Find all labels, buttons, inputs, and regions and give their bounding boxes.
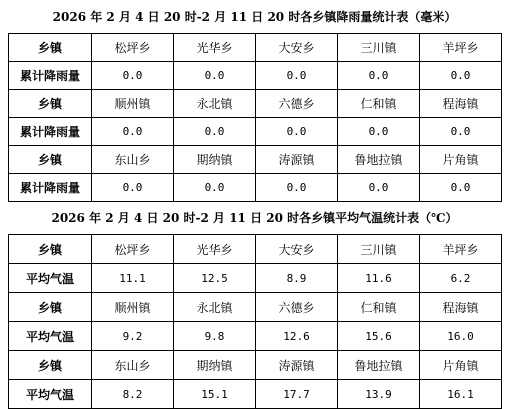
rainfall-value-cell: 0.0 bbox=[174, 118, 256, 146]
town-name-cell: 三川镇 bbox=[338, 235, 420, 264]
rainfall-table bbox=[8, 33, 502, 202]
rainfall-value-cell: 0.0 bbox=[338, 174, 420, 202]
row-header-value: 平均气温 bbox=[9, 380, 92, 409]
temperature-value-cell: 8.2 bbox=[92, 380, 174, 409]
town-name-cell: 永北镇 bbox=[174, 90, 256, 118]
rainfall-value-row bbox=[9, 62, 502, 90]
rainfall-value-cell: 0.0 bbox=[92, 118, 174, 146]
temperature-value-cell: 17.7 bbox=[256, 380, 338, 409]
temperature-value-cell: 15.1 bbox=[174, 380, 256, 409]
town-name-cell: 六德乡 bbox=[256, 293, 338, 322]
rainfall-value-cell: 0.0 bbox=[338, 62, 420, 90]
town-name-cell: 顺州镇 bbox=[92, 90, 174, 118]
row-header-town: 乡镇 bbox=[9, 34, 92, 62]
temperature-value-cell: 11.6 bbox=[338, 264, 420, 293]
temperature-value-cell: 8.9 bbox=[256, 264, 338, 293]
temperature-town-row bbox=[9, 235, 502, 264]
town-name-cell: 期纳镇 bbox=[174, 351, 256, 380]
rainfall-value-row bbox=[9, 174, 502, 202]
town-name-cell: 期纳镇 bbox=[174, 146, 256, 174]
row-header-town: 乡镇 bbox=[9, 235, 92, 264]
town-name-cell: 羊坪乡 bbox=[420, 34, 502, 62]
rainfall-value-cell: 0.0 bbox=[256, 62, 338, 90]
rainfall-value-cell: 0.0 bbox=[420, 174, 502, 202]
town-name-cell: 涛源镇 bbox=[256, 351, 338, 380]
town-name-cell: 羊坪乡 bbox=[420, 235, 502, 264]
town-name-cell: 东山乡 bbox=[92, 146, 174, 174]
rainfall-value-row bbox=[9, 118, 502, 146]
rainfall-value-cell: 0.0 bbox=[256, 174, 338, 202]
rainfall-value-cell: 0.0 bbox=[420, 118, 502, 146]
town-name-cell: 片角镇 bbox=[420, 146, 502, 174]
town-name-cell: 三川镇 bbox=[338, 34, 420, 62]
town-name-cell: 东山乡 bbox=[92, 351, 174, 380]
rainfall-value-cell: 0.0 bbox=[420, 62, 502, 90]
rainfall-town-row bbox=[9, 146, 502, 174]
town-name-cell: 大安乡 bbox=[256, 34, 338, 62]
temperature-town-row bbox=[9, 351, 502, 380]
temperature-value-cell: 15.6 bbox=[338, 322, 420, 351]
town-name-cell: 片角镇 bbox=[420, 351, 502, 380]
town-name-cell: 仁和镇 bbox=[338, 90, 420, 118]
rainfall-value-cell: 0.0 bbox=[174, 62, 256, 90]
row-header-value: 累计降雨量 bbox=[9, 62, 92, 90]
temperature-value-cell: 13.9 bbox=[338, 380, 420, 409]
town-name-cell: 光华乡 bbox=[174, 235, 256, 264]
temperature-value-row bbox=[9, 264, 502, 293]
temperature-value-cell: 12.5 bbox=[174, 264, 256, 293]
rainfall-town-row bbox=[9, 90, 502, 118]
temperature-value-cell: 16.0 bbox=[420, 322, 502, 351]
town-name-cell: 仁和镇 bbox=[338, 293, 420, 322]
temperature-value-cell: 9.8 bbox=[174, 322, 256, 351]
town-name-cell: 涛源镇 bbox=[256, 146, 338, 174]
row-header-town: 乡镇 bbox=[9, 293, 92, 322]
town-name-cell: 鲁地拉镇 bbox=[338, 146, 420, 174]
temperature-value-row bbox=[9, 380, 502, 409]
temperature-table-title: 2026 年 2 月 4 日 20 时-2 月 11 日 20 时各乡镇平均气温统计表（℃） bbox=[51, 211, 458, 225]
town-name-cell: 大安乡 bbox=[256, 235, 338, 264]
town-name-cell: 顺州镇 bbox=[92, 293, 174, 322]
town-name-cell: 永北镇 bbox=[174, 293, 256, 322]
temperature-value-cell: 11.1 bbox=[92, 264, 174, 293]
temperature-value-cell: 6.2 bbox=[420, 264, 502, 293]
rainfall-value-cell: 0.0 bbox=[256, 118, 338, 146]
rainfall-value-cell: 0.0 bbox=[174, 174, 256, 202]
row-header-value: 累计降雨量 bbox=[9, 174, 92, 202]
town-name-cell: 光华乡 bbox=[174, 34, 256, 62]
temperature-town-row bbox=[9, 293, 502, 322]
town-name-cell: 松坪乡 bbox=[92, 34, 174, 62]
town-name-cell: 程海镇 bbox=[420, 90, 502, 118]
rainfall-table-title: 2026 年 2 月 4 日 20 时-2 月 11 日 20 时各乡镇降雨量统计表（毫米） bbox=[52, 10, 457, 24]
row-header-town: 乡镇 bbox=[9, 90, 92, 118]
row-header-town: 乡镇 bbox=[9, 351, 92, 380]
row-header-value: 平均气温 bbox=[9, 264, 92, 293]
rainfall-value-cell: 0.0 bbox=[92, 62, 174, 90]
row-header-value: 平均气温 bbox=[9, 322, 92, 351]
temperature-value-cell: 12.6 bbox=[256, 322, 338, 351]
rainfall-table-body bbox=[9, 34, 502, 202]
temperature-value-cell: 16.1 bbox=[420, 380, 502, 409]
town-name-cell: 程海镇 bbox=[420, 293, 502, 322]
rainfall-value-cell: 0.0 bbox=[338, 118, 420, 146]
town-name-cell: 六德乡 bbox=[256, 90, 338, 118]
temperature-table bbox=[8, 234, 502, 409]
town-name-cell: 鲁地拉镇 bbox=[338, 351, 420, 380]
temperature-value-row bbox=[9, 322, 502, 351]
rainfall-value-cell: 0.0 bbox=[92, 174, 174, 202]
temperature-table-body bbox=[9, 235, 502, 409]
town-name-cell: 松坪乡 bbox=[92, 235, 174, 264]
rainfall-town-row bbox=[9, 34, 502, 62]
temperature-value-cell: 9.2 bbox=[92, 322, 174, 351]
row-header-value: 累计降雨量 bbox=[9, 118, 92, 146]
row-header-town: 乡镇 bbox=[9, 146, 92, 174]
